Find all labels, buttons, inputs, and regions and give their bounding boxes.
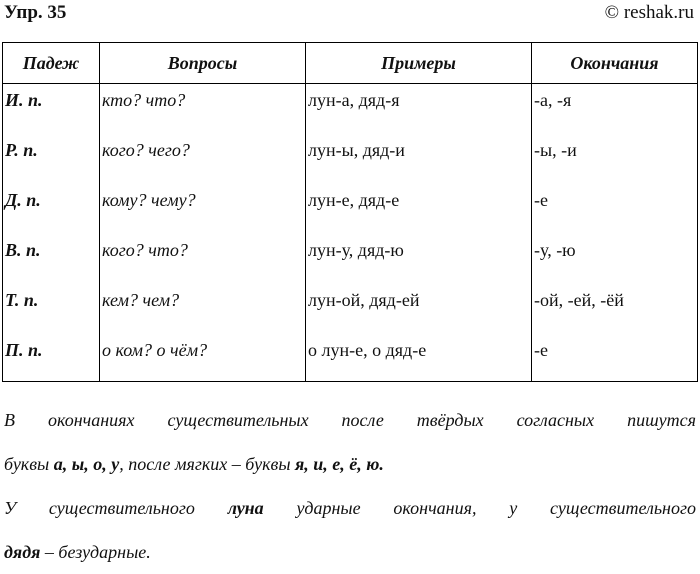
table-row xyxy=(3,234,698,284)
case-table xyxy=(2,42,698,382)
rule-line-2 xyxy=(4,442,696,486)
cell-endings: -ой, -ей, -ёй xyxy=(532,284,698,334)
rule-prefix: буквы xyxy=(4,454,54,474)
cell-examples: лун-ой, дяд-ей xyxy=(306,284,532,334)
rule-paragraph xyxy=(4,398,696,486)
table-row xyxy=(3,284,698,334)
word-luna: луна xyxy=(227,498,264,518)
table-row xyxy=(3,334,698,382)
cell-examples: лун-у, дяд-ю xyxy=(306,234,532,284)
cell-questions: кто? что? xyxy=(100,84,306,134)
cell-endings: -е xyxy=(532,184,698,234)
cell-case: Р. п. xyxy=(3,134,100,184)
stress-suffix: – безударные. xyxy=(40,542,151,562)
cell-case: В. п. xyxy=(3,234,100,284)
exercise-title: Упр. 35 xyxy=(4,2,67,23)
cell-case: И. п. xyxy=(3,84,100,134)
hard-letters: а, ы, о, у xyxy=(53,454,120,474)
cell-case: Д. п. xyxy=(3,184,100,234)
stress-line-2 xyxy=(4,530,696,574)
stress-line-1 xyxy=(4,486,696,530)
cell-examples: лун-ы, дяд-и xyxy=(306,134,532,184)
cell-endings: -ы, -и xyxy=(532,134,698,184)
stress-prefix: У существительного xyxy=(4,498,228,518)
cell-endings: -е xyxy=(532,334,698,382)
cell-questions: кем? чем? xyxy=(100,284,306,334)
stress-middle: ударные окончания, у существительного xyxy=(263,498,697,518)
cell-case: Т. п. xyxy=(3,284,100,334)
table-row xyxy=(3,134,698,184)
header-examples: Примеры xyxy=(306,43,532,84)
rule-line-1: В окончаниях существительных после твёрдых согласных пишутся xyxy=(4,410,696,430)
rule-middle: , после мягких – буквы xyxy=(119,454,296,474)
table-row xyxy=(3,184,698,234)
table-header-row xyxy=(3,43,698,84)
soft-letters: я, и, е, ё, ю. xyxy=(295,454,384,474)
cell-case: П. п. xyxy=(3,334,100,382)
header-case: Падеж xyxy=(3,43,100,84)
table-row xyxy=(3,84,698,134)
cell-questions: кого? чего? xyxy=(100,134,306,184)
cell-endings: -у, -ю xyxy=(532,234,698,284)
cell-examples: о лун-е, о дяд-е xyxy=(306,334,532,382)
header-endings: Окончания xyxy=(532,43,698,84)
cell-questions: кого? что? xyxy=(100,234,306,284)
header-questions: Вопросы xyxy=(100,43,306,84)
cell-questions: кому? чему? xyxy=(100,184,306,234)
site-copyright: © reshak.ru xyxy=(604,2,694,23)
cell-examples: лун-е, дяд-е xyxy=(306,184,532,234)
page-header xyxy=(0,0,700,34)
cell-examples: лун-а, дяд-я xyxy=(306,84,532,134)
cell-endings: -а, -я xyxy=(532,84,698,134)
word-dyadya: дядя xyxy=(4,542,41,562)
cell-questions: о ком? о чём? xyxy=(100,334,306,382)
stress-paragraph xyxy=(4,486,696,574)
